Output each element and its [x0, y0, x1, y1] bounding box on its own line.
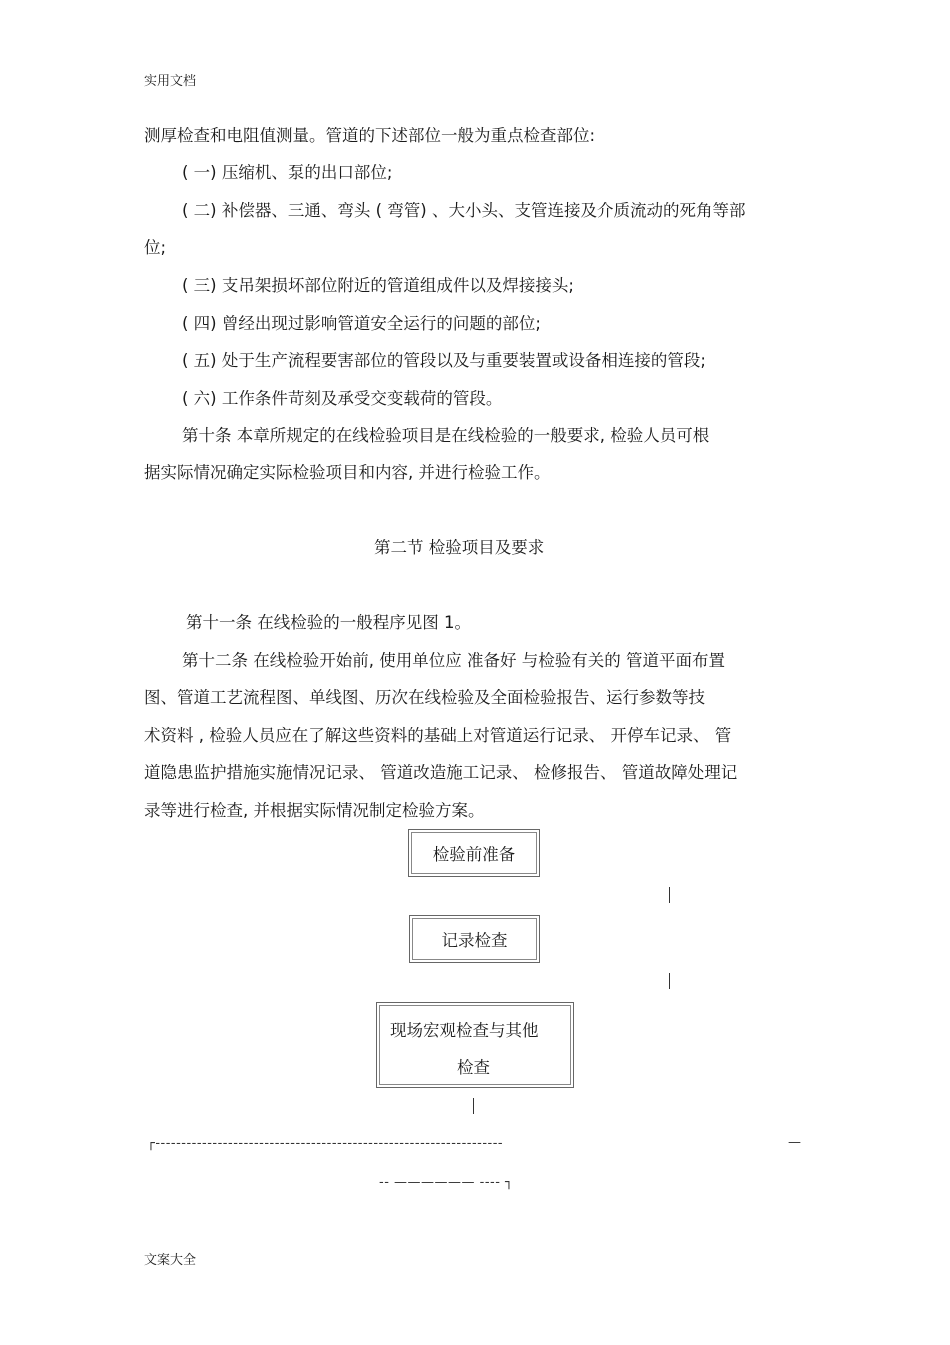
list-item-continuation: 位; [144, 238, 167, 257]
flow-step-label-line1: 现场宏观检查与其他 [390, 1021, 539, 1040]
flow-connector [473, 1098, 474, 1114]
flow-step-label: 记录检查 [441, 931, 508, 950]
list-item: ( 三) 支吊架损坏部位附近的管道组成件以及焊接接头; [182, 276, 574, 295]
flow-step-label-line2: 检查 [457, 1058, 490, 1077]
article-12-line: 第十二条 在线检验开始前, 使用单位应 准备好 与检验有关的 管道平面布置 [182, 651, 725, 670]
flow-connector [669, 887, 670, 903]
flow-step-record-check [409, 915, 540, 963]
list-item: ( 四) 曾经出现过影响管道安全运行的问题的部位; [182, 314, 541, 333]
flow-step-preparation [408, 829, 540, 877]
list-item: ( 六) 工作条件苛刻及承受交变载荷的管段。 [182, 389, 503, 408]
paragraph-line: 测厚检查和电阻值测量。管道的下述部位一般为重点检查部位: [144, 126, 596, 145]
page-header-label: 实用文档 [144, 74, 197, 89]
article-12-line: 图、管道工艺流程图、单线图、历次在线检验及全面检验报告、运行参数等技 [144, 688, 705, 707]
flow-step-label: 检验前准备 [432, 845, 516, 864]
article-10-line: 第十条 本章所规定的在线检验项目是在线检验的一般要求, 检验人员可根 [182, 426, 710, 445]
branch-line-right: — [788, 1135, 802, 1150]
flow-step-site-inspection [376, 1002, 574, 1088]
article-11-line: 第十一条 在线检验的一般程序见图 1。 [186, 613, 471, 632]
page-footer-label: 文案大全 [144, 1253, 197, 1268]
article-12-line: 道隐患监护措施实施情况记录、 管道改造施工记录、 检修报告、 管道故障处理记 [144, 763, 738, 782]
article-10-continuation: 据实际情况确定实际检验项目和内容, 并进行检验工作。 [144, 463, 551, 482]
list-item: ( 一) 压缩机、泵的出口部位; [182, 163, 393, 182]
section-title: 第二节 检验项目及要求 [374, 538, 545, 557]
branch-line-bottom: -- —————— ---- ┐ [379, 1175, 514, 1190]
article-12-line: 录等进行检查, 并根据实际情况制定检验方案。 [144, 801, 485, 820]
flow-connector [669, 973, 670, 989]
article-12-line: 术资料 , 检验人员应在了解这些资料的基础上对管道运行记录、 开停车记录、 管 [144, 726, 732, 745]
branch-line-left: ┌------------------------------------------------------------------- [147, 1136, 504, 1151]
list-item: ( 二) 补偿器、三通、弯头 ( 弯管) 、大小头、支管连接及介质流动的死角等部 [182, 201, 746, 220]
list-item: ( 五) 处于生产流程要害部位的管段以及与重要装置或设备相连接的管段; [182, 351, 706, 370]
